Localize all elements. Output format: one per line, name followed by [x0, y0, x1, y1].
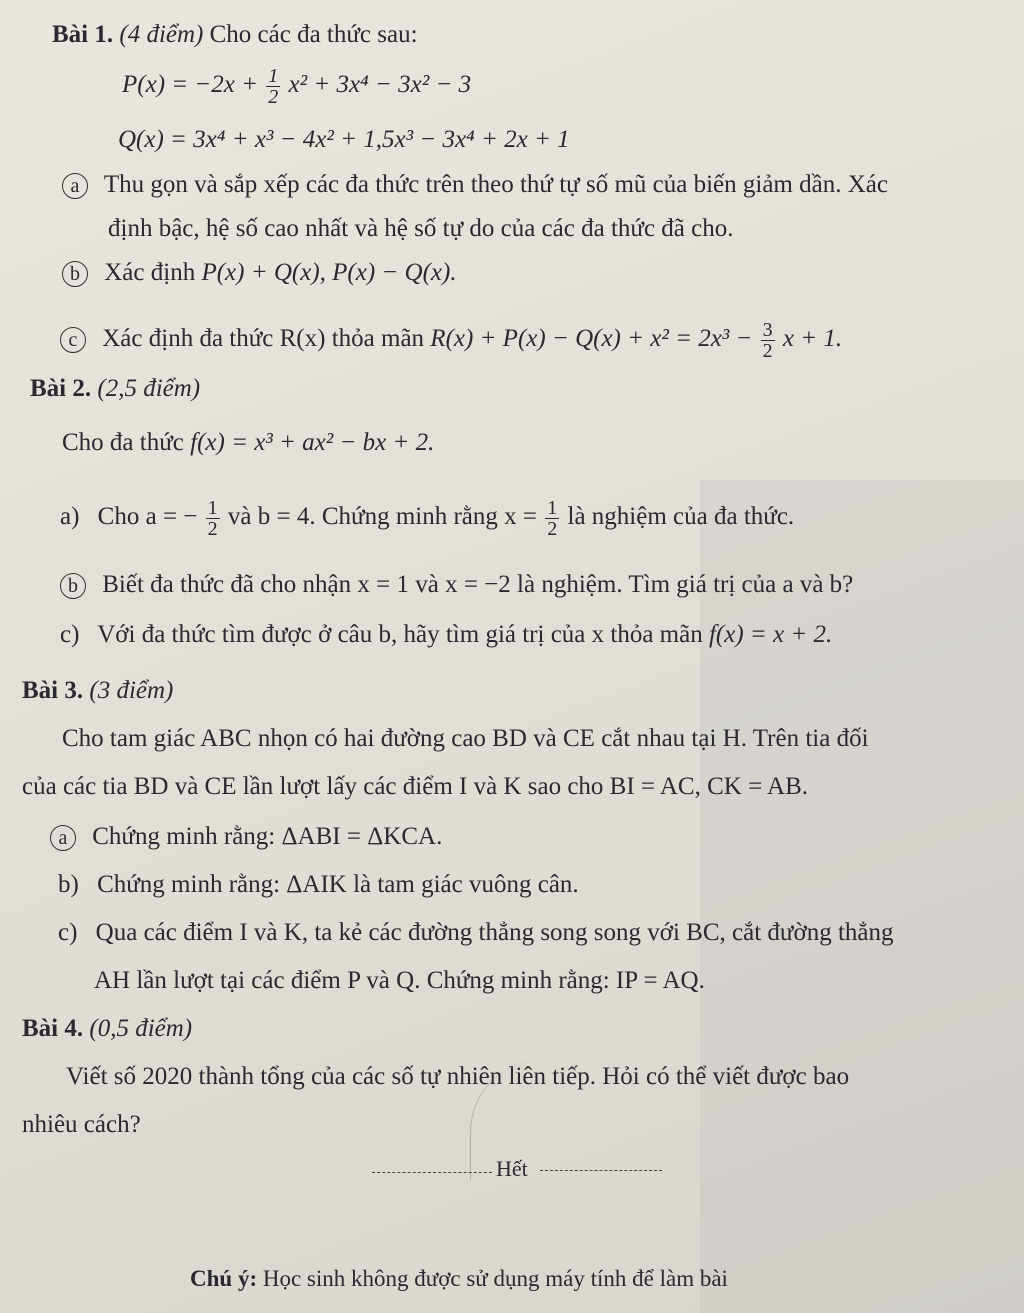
b3-a-text: Chứng minh rằng: ΔABI = ΔKCA. — [92, 823, 443, 850]
b4-points: (0,5 điểm) — [89, 1015, 193, 1042]
b3-intro1: Cho tam giác ABC nhọn có hai đường cao BD và CE cắt nhau tại H. Trên tia đối — [62, 725, 869, 752]
b2-title: Bài 2. — [30, 375, 92, 402]
b1-b-text: Xác định — [104, 259, 196, 286]
b2-part-a: a) Cho a = − $\frac{1}{2}$ và b = 4. Chứng minh rằng x = $\frac{1}{2}$ là nghiệm của đa thức. — [60, 497, 795, 540]
b1-a-text1: Thu gọn và sắp xếp các đa thức trên theo thứ tự số mũ của biến giảm dần. Xác — [103, 171, 888, 198]
b1-a-text2: định bậc, hệ số cao nhất và hệ số tự do của các đa thức đã cho. — [108, 215, 734, 242]
b3-points: (3 điểm) — [89, 677, 174, 704]
b2-c-math: f(x) = x + 2. — [708, 621, 833, 648]
b2-c-label: c) — [60, 621, 80, 648]
b2-a-frac2: $\frac{1}{2}$ — [547, 497, 558, 540]
b3-c-text1: Qua các điểm I và K, ta kẻ các đường thẳng song song với BC, cắt đường thẳng — [95, 919, 894, 946]
end-dash-right — [540, 1170, 662, 1171]
b1-c-text: Xác định đa thức R(x) thỏa mãn — [102, 325, 425, 353]
end-mark: Hết — [496, 1156, 528, 1181]
shadow-overlay — [700, 480, 1024, 1313]
b1-part-b — [62, 258, 457, 288]
b1-part-c — [60, 320, 842, 361]
b2-b-label: b — [60, 573, 86, 599]
b3-part-b — [58, 870, 579, 900]
b2-b-text: Biết đa thức đã cho nhận x = 1 và x = −2 là nghiệm. Tìm giá trị của a và b? — [102, 571, 854, 598]
b2-part-c — [60, 620, 832, 650]
b1-c-math1: R(x) + P(x) − Q(x) + x² = 2x³ − — [430, 325, 753, 353]
b1-intro: Cho các đa thức sau: — [209, 21, 418, 48]
footer-note — [190, 1264, 728, 1294]
note-label: Chú ý: — [190, 1266, 258, 1291]
b3-c-label: c) — [58, 919, 78, 946]
b2-points: (2,5 điểm) — [97, 375, 201, 402]
b1-part-a — [62, 170, 888, 200]
b2-c-text: Với đa thức tìm được ở câu b, hãy tìm giá trị của x thỏa mãn — [97, 621, 703, 648]
b2-heading — [30, 374, 200, 404]
b3-title: Bài 3. — [22, 677, 84, 704]
b1-p-expr: P(x) = −2x + $\frac{1}{2}$ x² + 3x⁴ − 3x² − 3 — [122, 65, 472, 108]
b1-points: (4 điểm) — [119, 21, 204, 48]
b3-c-text2: AH lần lượt tại các điểm P và Q. Chứng minh rằng: IP = AQ. — [94, 967, 705, 994]
b4-title: Bài 4. — [22, 1015, 84, 1042]
b1-c-frac: $\frac{3}{2}$ — [762, 319, 773, 362]
b1-c-label: c — [60, 327, 86, 353]
b1-heading — [52, 20, 418, 50]
b2-part-b — [60, 570, 853, 600]
b1-title: Bài 1. — [52, 21, 114, 48]
b3-b-label: b) — [58, 871, 79, 898]
b3-part-c — [58, 918, 894, 948]
note-text: Học sinh không được sử dụng máy tính để làm bài — [262, 1266, 728, 1291]
end-dash-left — [372, 1172, 492, 1173]
b1-c-math2: x + 1. — [782, 325, 843, 353]
b3-intro2: của các tia BD và CE lần lượt lấy các điểm I và K sao cho BI = AC, CK = AB. — [22, 773, 809, 800]
b2-intro: Cho đa thức — [62, 429, 184, 456]
b2-f-expr: f(x) = x³ + ax² − bx + 2. — [190, 429, 435, 456]
b4-line1: Viết số 2020 thành tổng của các số tự nhiên liên tiếp. Hỏi có thể viết được bao — [66, 1063, 850, 1090]
b3-b-text: Chứng minh rằng: ΔAIK là tam giác vuông cân. — [97, 871, 579, 898]
b3-part-a — [50, 822, 442, 852]
b3-a-label: a — [50, 825, 76, 851]
b1-a-label: a — [62, 173, 88, 199]
b3-heading — [22, 676, 173, 706]
b1-q-expr: Q(x) = 3x⁴ + x³ − 4x² + 1,5x³ − 3x⁴ + 2x + 1 — [118, 126, 570, 153]
b2-a-label: a) — [60, 503, 80, 531]
b1-b-math: P(x) + Q(x), P(x) − Q(x). — [201, 259, 457, 286]
b2-a-frac1: $\frac{1}{2}$ — [207, 497, 218, 540]
b4-line2: nhiêu cách? — [22, 1111, 141, 1138]
b1-p-frac: $\frac{1}{2}$ — [268, 65, 279, 108]
b2-intro-line — [62, 428, 434, 458]
b4-heading — [22, 1014, 192, 1044]
b1-b-label: b — [62, 261, 88, 287]
